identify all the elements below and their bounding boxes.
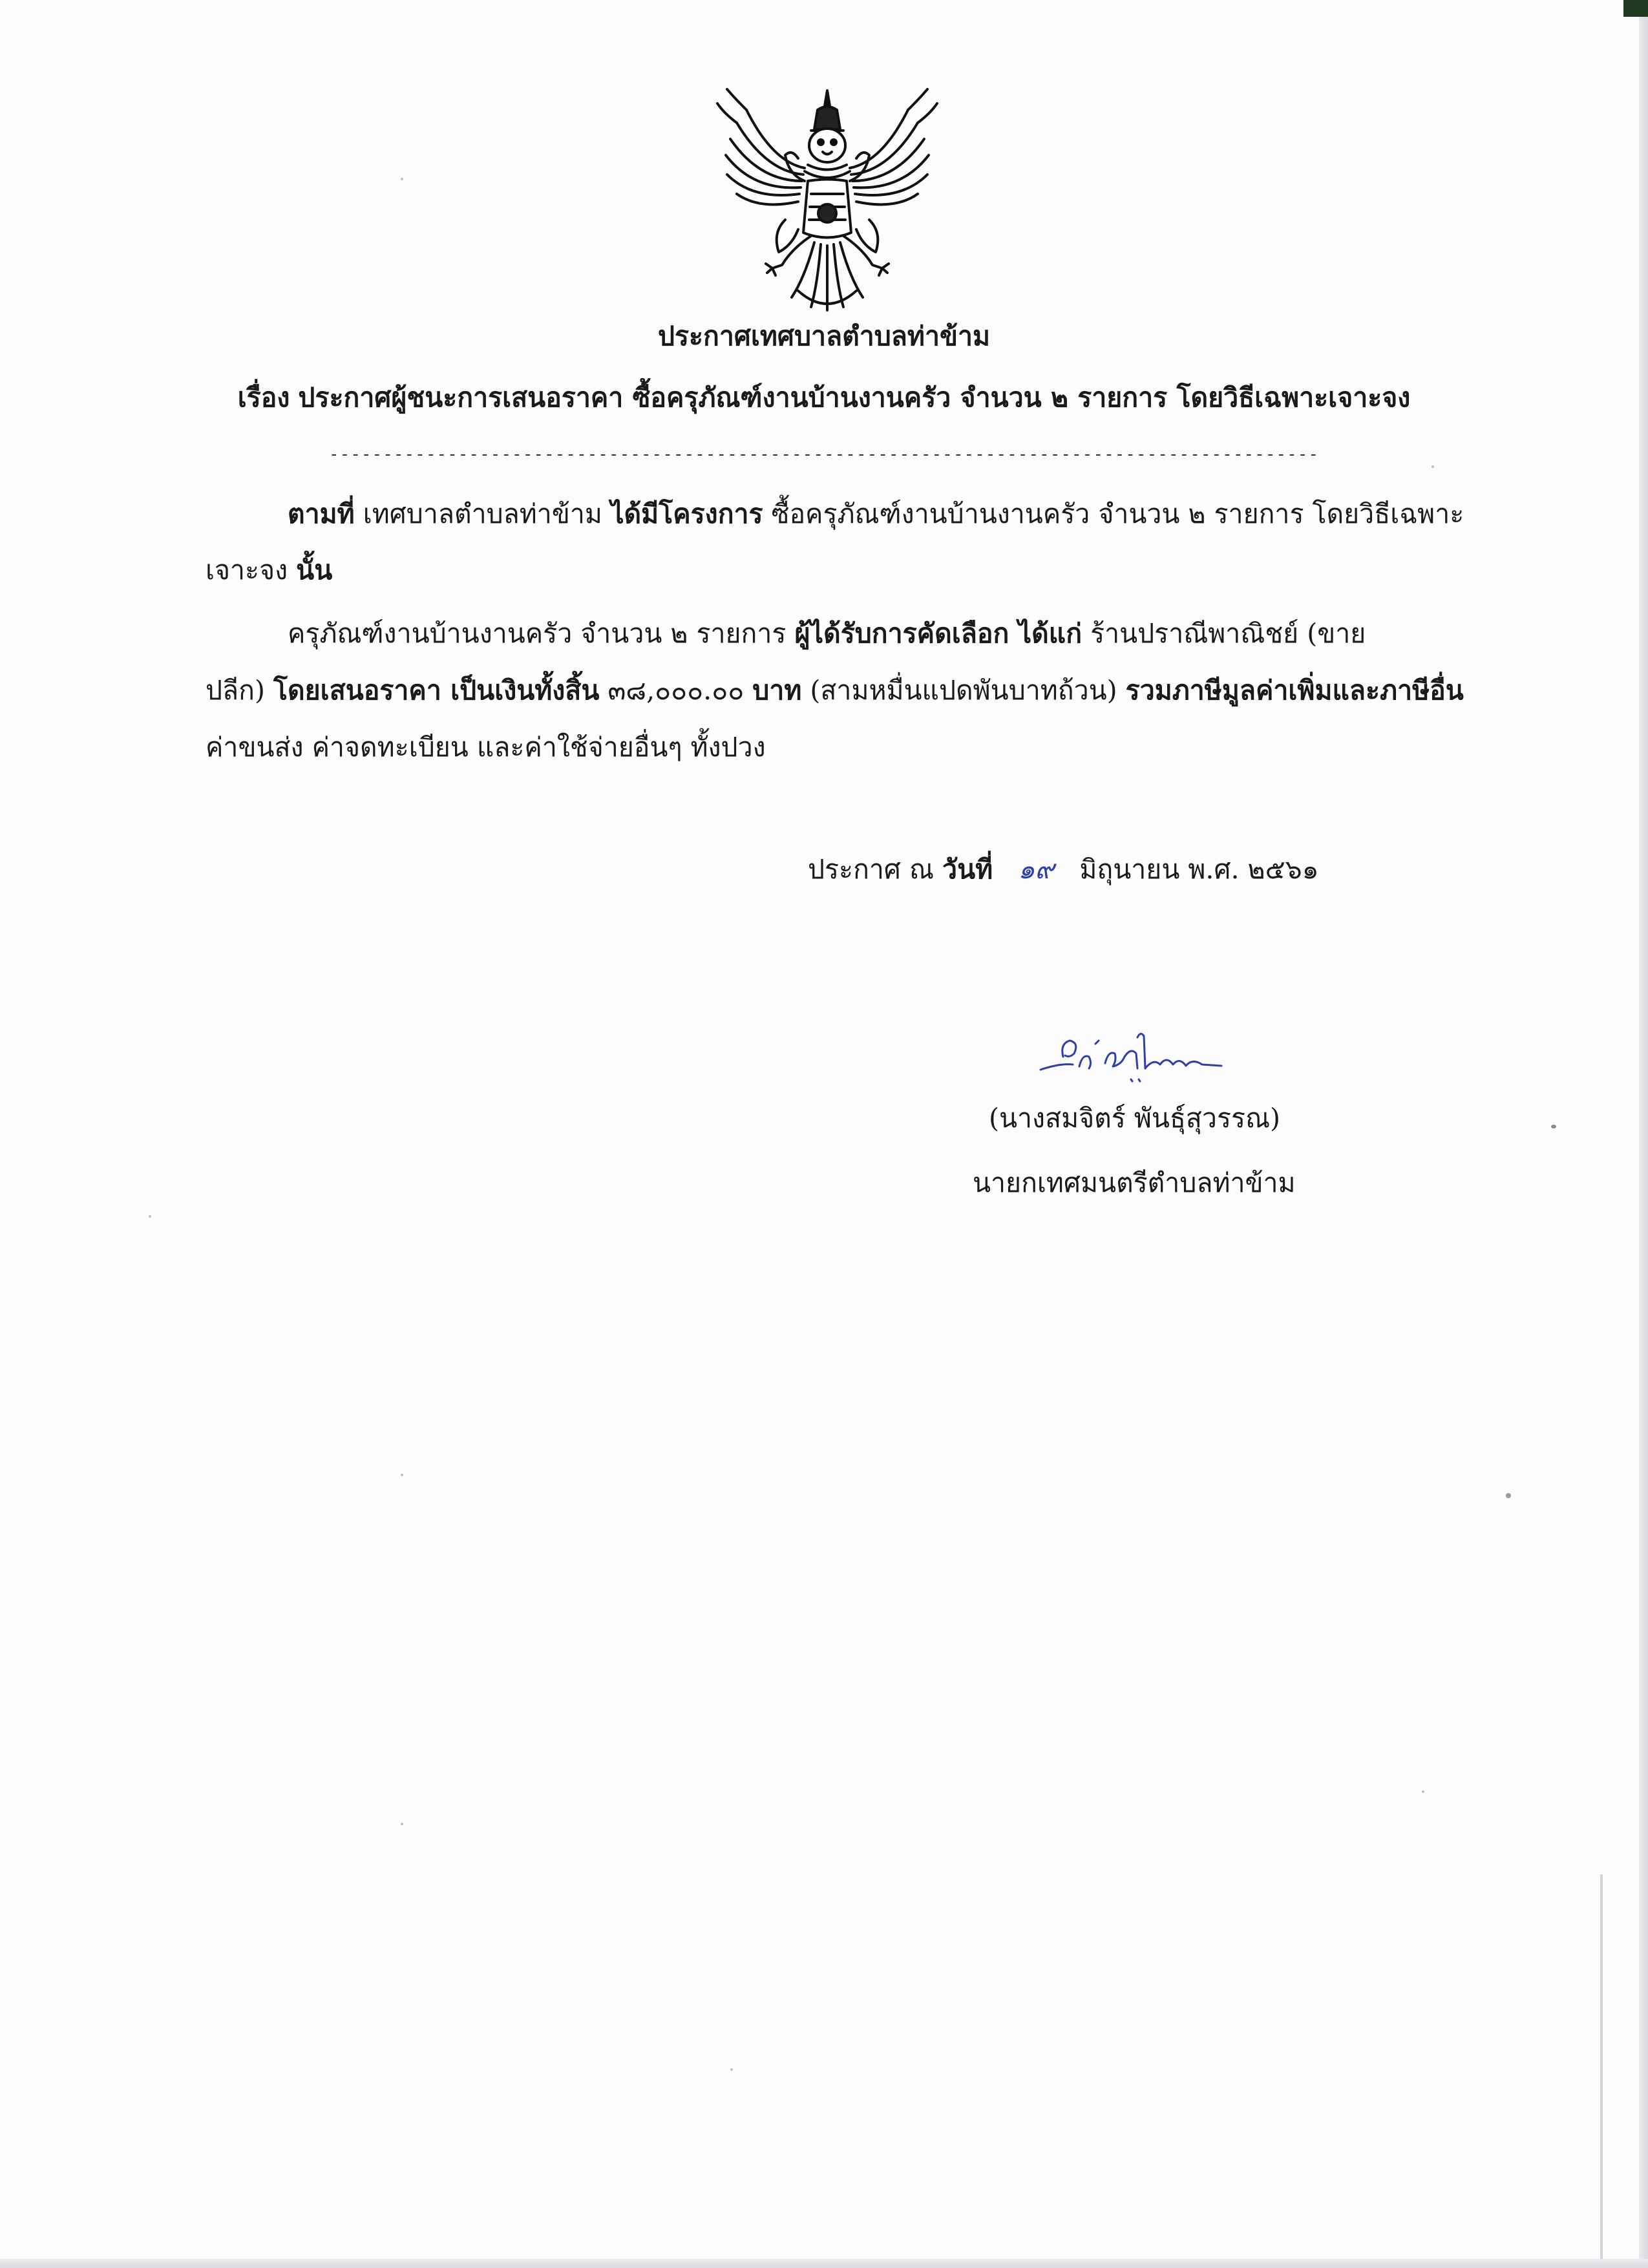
- subject-label: เรื่อง: [237, 382, 290, 413]
- scan-corner-mark: [1623, 0, 1648, 17]
- paragraph-2-line-1: [288, 620, 1366, 647]
- date-label-bold: วันที่: [942, 854, 993, 885]
- p2-line2-amount: ๓๘,๐๐๐.๐๐: [599, 675, 753, 706]
- scan-speck: [149, 1215, 151, 1218]
- scan-speck: [401, 1823, 403, 1825]
- p1-text-b: ซื้อครุภัณฑ์งานบ้านงานครัว จำนวน ๒ รายการ โดยวิธีเฉพาะ: [763, 498, 1464, 529]
- p2-line2-bold-a: โดยเสนอราคา เป็นเงินทั้งสิ้น: [273, 675, 600, 706]
- p1-line2-bold: นั้น: [296, 555, 333, 586]
- scan-speck: [1431, 465, 1434, 468]
- scan-edge-line: [1600, 1874, 1603, 2268]
- p2-line2-bold-b: บาท: [752, 675, 802, 706]
- p2-line2-text-a: ปลีก): [206, 675, 274, 706]
- p1-bold-a: ตามที่: [288, 498, 355, 529]
- document-subject: [0, 382, 1648, 413]
- garuda-emblem-icon: [708, 84, 947, 317]
- p1-line2-text: เจาะจง: [206, 555, 297, 586]
- p1-text-a: เทศบาลตำบลท่าข้าม: [354, 498, 611, 529]
- p2-line1-text-b: ร้านปราณีพาณิชย์ (ขาย: [1082, 618, 1366, 649]
- date-day-handwritten: ๑๙: [1018, 854, 1055, 885]
- scan-edge-bottom: [0, 2259, 1648, 2268]
- p2-line2-text-c: (สามหมื่นแปดพันบาทถ้วน): [801, 675, 1126, 706]
- paragraph-1-line-2: [206, 557, 332, 584]
- scan-speck: [1422, 1790, 1424, 1793]
- signer-name: (นางสมจิตร์ พันธุ์สุวรรณ): [989, 1103, 1281, 1134]
- p2-line2-bold-c: รวมภาษีมูลค่าเพิ่มและภาษีอื่น: [1125, 675, 1464, 706]
- announcement-date: [808, 856, 1319, 883]
- scan-speck: [1551, 1125, 1556, 1129]
- paragraph-2-line-3: ค่าขนส่ง ค่าจดทะเบียน และค่าใช้จ่ายอื่นๆ ทั้งปวง: [206, 732, 766, 763]
- document-title: ประกาศเทศบาลตำบลท่าข้าม: [657, 321, 991, 352]
- subject-text: ประกาศผู้ชนะการเสนอราคา ซื้อครุภัณฑ์งานบ้านงานครัว จำนวน ๒ รายการ โดยวิธีเฉพาะเจาะจง: [298, 382, 1411, 413]
- handwritten-signature: [1034, 1018, 1228, 1089]
- scan-speck: [401, 1474, 403, 1476]
- scan-speck: [730, 2068, 733, 2071]
- paragraph-2-line-2: [206, 677, 1464, 704]
- scan-speck: [401, 178, 403, 180]
- date-month-year: มิถุนายน พ.ศ. ๒๕๖๑: [1079, 854, 1319, 885]
- p2-line1-text-a: ครุภัณฑ์งานบ้านงานครัว จำนวน ๒ รายการ: [288, 618, 795, 649]
- signer-position: นายกเทศมนตรีตำบลท่าข้าม: [973, 1167, 1296, 1198]
- date-label: ประกาศ ณ: [808, 854, 943, 885]
- paragraph-1-line-1: [288, 498, 1464, 529]
- p2-line1-bold: ผู้ได้รับการคัดเลือก ได้แก่: [794, 618, 1083, 649]
- scan-speck: [1506, 1493, 1511, 1498]
- p1-bold-b: ได้มีโครงการ: [610, 498, 763, 529]
- divider-line: --------------------------------------------------------------------------------------------: [328, 445, 1320, 464]
